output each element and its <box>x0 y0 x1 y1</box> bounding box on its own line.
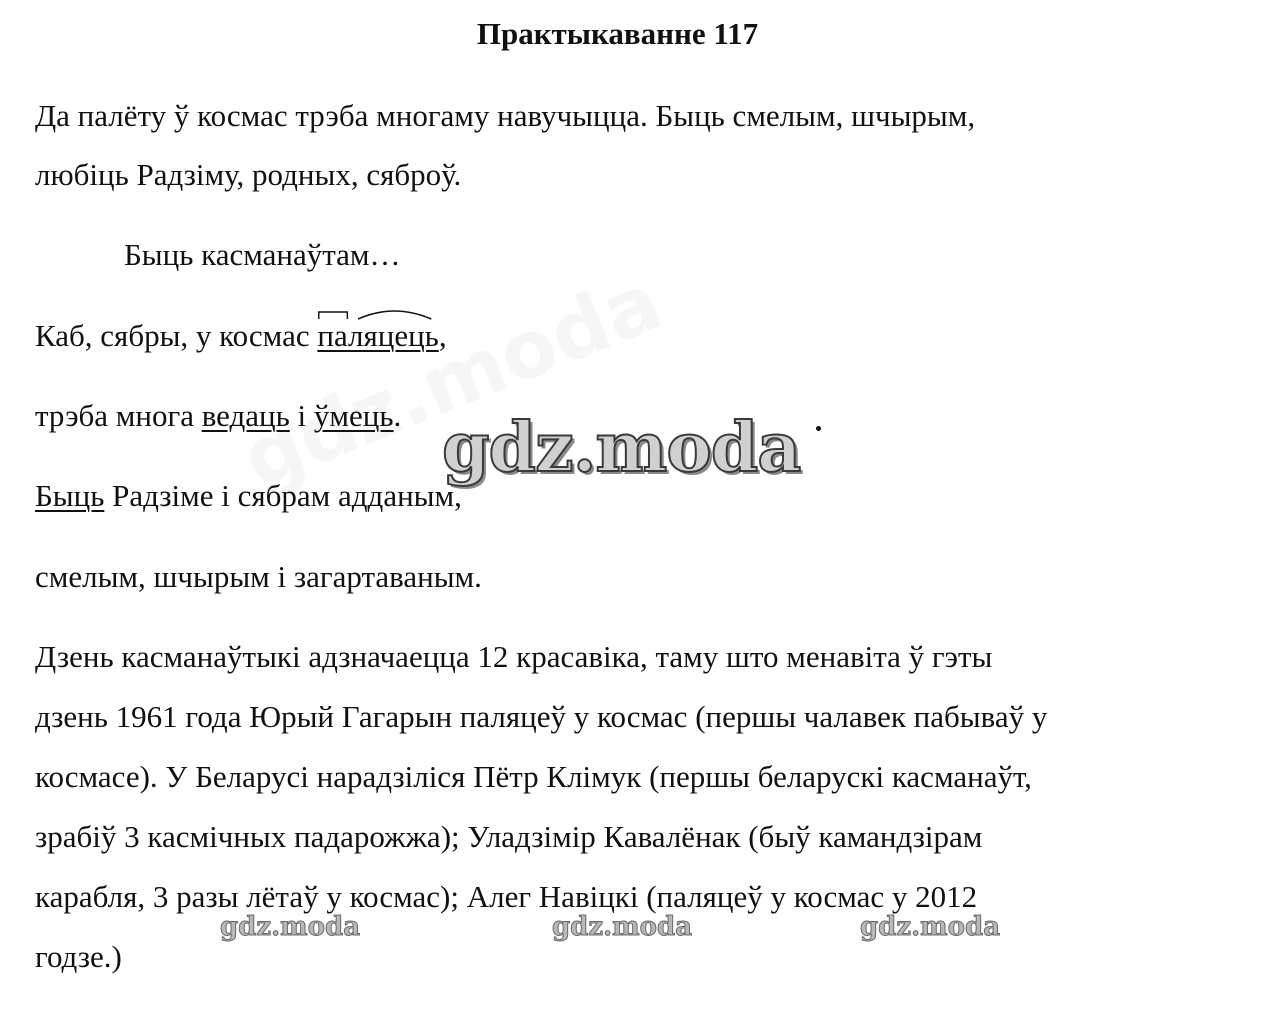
watermark-small-2: gdz.moda <box>552 912 693 942</box>
poem-line-1-end: , <box>438 318 447 353</box>
poem-line-2-start: трэба многа <box>35 398 202 433</box>
watermark-small-1: gdz.moda <box>220 912 361 942</box>
poem-heading: Быць касманаўтам… <box>124 237 401 272</box>
para-line-6: годзе.) <box>35 939 122 974</box>
poem-line-4: смелым, шчырым і загартаваным. <box>35 559 482 594</box>
watermark-logo: gdz.moda <box>442 408 801 488</box>
para-line-3: космасе). У Беларусі нарадзіліся Пётр Клімук (першы беларускі касманаўт, <box>35 759 1032 794</box>
page-title: Практыкаванне 117 <box>476 16 759 51</box>
poem-line-2 <box>35 396 401 436</box>
para-line-5: карабля, 3 разы лётаў у космас); Алег Навіцкі (паляцеў у космас у 2012 <box>35 879 978 914</box>
morpheme-marks <box>317 307 438 321</box>
intro-line-2: любіць Радзіму, родных, сяброў. <box>35 157 462 192</box>
word-byts: Быць <box>35 478 105 513</box>
poem-line-1 <box>35 316 447 356</box>
intro-line-1: Да палёту ў космас трэба многаму навучыцца. Быць смелым, шчырым, <box>35 98 976 133</box>
poem-line-3-end: Радзіме і сябрам адданым, <box>104 478 462 513</box>
poem-line-2-mid: і <box>289 398 314 433</box>
word-palyatsets: паляцець <box>317 316 438 356</box>
word-vedats: ведаць <box>201 398 290 433</box>
word-umets: ўмець <box>313 398 394 433</box>
stray-dot <box>816 426 821 431</box>
poem-line-3 <box>35 476 462 516</box>
para-line-2: дзень 1961 года Юрый Гагарын паляцеў у космас (першы чалавек пабываў у <box>35 699 1048 734</box>
para-line-4: зрабіў 3 касмічных падарожжа); Уладзімір Кавалёнак (быў камандзірам <box>35 819 983 854</box>
watermark-small-3: gdz.moda <box>860 912 1001 942</box>
poem-line-1-start: Каб, сябры, у космас <box>35 318 318 353</box>
poem-line-2-end: . <box>393 398 402 433</box>
para-line-1: Дзень касманаўтыкі адзначаецца 12 красавіка, таму што менавіта ў гэты <box>35 639 993 674</box>
